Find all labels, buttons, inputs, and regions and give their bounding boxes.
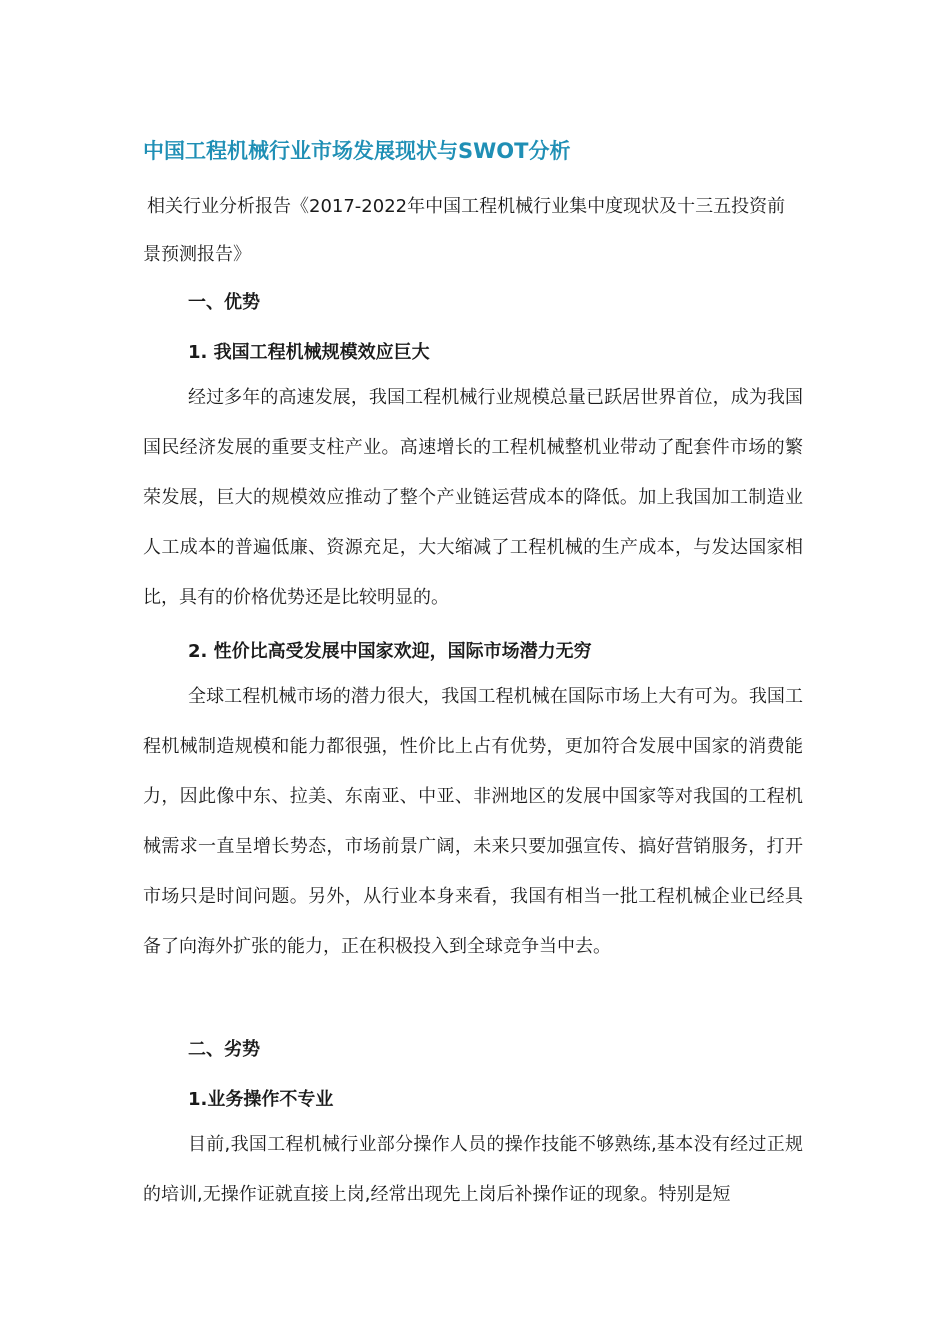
section-heading-weaknesses: 二、劣势 (188, 1039, 260, 1060)
subsection-heading-operation: 1.业务操作不专业 (188, 1089, 334, 1110)
section-heading-strengths: 一、优势 (188, 292, 260, 313)
paragraph-operation: 目前,我国工程机械行业部分操作人员的操作技能不够熟练,基本没有经过正规的培训,无操作证就直接上岗,经常出现先上岗后补操作证的现象。特别是短 (143, 1134, 803, 1205)
subsection-heading-scale: 1. 我国工程机械规模效应巨大 (188, 342, 430, 363)
document-title: 中国工程机械行业市场发展现状与SWOT分析 (143, 139, 571, 163)
paragraph-scale: 经过多年的高速发展，我国工程机械行业规模总量已跃居世界首位，成为我国国民经济发展的重要支柱产业。高速增长的工程机械整机业带动了配套件市场的繁荣发展，巨大的规模效应推动了整个产业链运营成本的降低。加上我国加工制造业人工成本的普遍低廉、资源充足，大大缩减了工程机械的生产成本，与发达国家相比，具有的价格优势还是比较明显的。 (143, 387, 803, 608)
paragraph-value: 全球工程机械市场的潜力很大，我国工程机械在国际市场上大有可为。我国工程机械制造规模和能力都很强，性价比上占有优势，更加符合发展中国家的消费能力，因此像中东、拉美、东南亚、中亚、非洲地区的发展中国家等对我国的工程机械需求一直呈增长势态，市场前景广阔，未来只要加强宣传、搞好营销服务，打开市场只是时间问题。另外，从行业本身来看，我国有相当一批工程机械企业已经具备了向海外扩张的能力，正在积极投入到全球竞争当中去。 (143, 686, 803, 957)
reference-report: 相关行业分析报告《2017-2022年中国工程机械行业集中度现状及十三五投资前景预测报告》 (143, 196, 786, 265)
subsection-heading-value: 2. 性价比高受发展中国家欢迎，国际市场潜力无穷 (188, 641, 592, 662)
